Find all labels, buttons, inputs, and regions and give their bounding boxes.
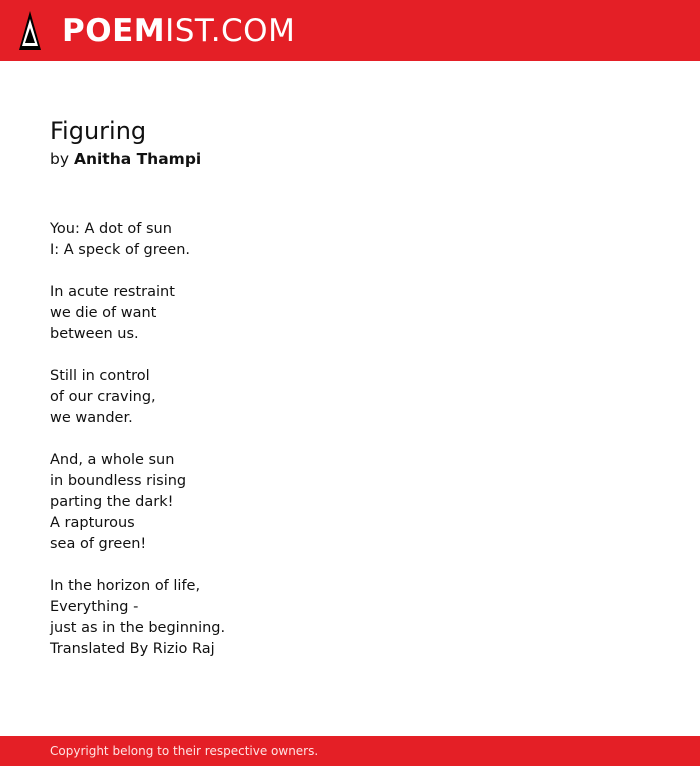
byline-prefix: by <box>50 150 70 168</box>
translator-credit: Translated By Rizio Raj <box>50 641 215 657</box>
poem-line: sea of green! <box>50 536 147 552</box>
copyright-text: Copyright belong to their respective owners. <box>50 744 319 758</box>
site-logo[interactable] <box>62 12 295 50</box>
poem-line: in boundless rising <box>50 473 187 489</box>
stanza-break <box>50 261 225 282</box>
logo-brand-bold: POEM <box>62 13 166 49</box>
poem-line: Still in control <box>50 368 150 384</box>
poem-line: we die of want <box>50 305 157 321</box>
stanza-break <box>50 345 225 366</box>
poem-title: Figuring <box>50 117 147 145</box>
pencil-tip-icon <box>18 10 42 51</box>
site-footer <box>0 736 700 766</box>
poem-line: parting the dark! <box>50 494 174 510</box>
poem-line: between us. <box>50 326 139 342</box>
poem-line: You: A dot of sun <box>50 221 172 237</box>
poem-line: we wander. <box>50 410 133 426</box>
poem-line: I: A speck of green. <box>50 242 191 258</box>
logo-brand-light: IST.COM <box>165 13 296 49</box>
author-name: Anitha Thampi <box>73 150 202 168</box>
poem-line: of our craving, <box>50 389 156 405</box>
poem-line: just as in the beginning. <box>50 620 226 636</box>
poem-line: In the horizon of life, <box>50 578 201 594</box>
byline <box>50 148 201 170</box>
poem-body <box>50 219 225 660</box>
stanza-break <box>50 429 225 450</box>
poem-line: Everything - <box>50 599 139 615</box>
poem-line: In acute restraint <box>50 284 175 300</box>
poem-line: A rapturous <box>50 515 135 531</box>
site-header <box>0 0 700 61</box>
stanza-break <box>50 555 225 576</box>
poem-line: And, a whole sun <box>50 452 175 468</box>
